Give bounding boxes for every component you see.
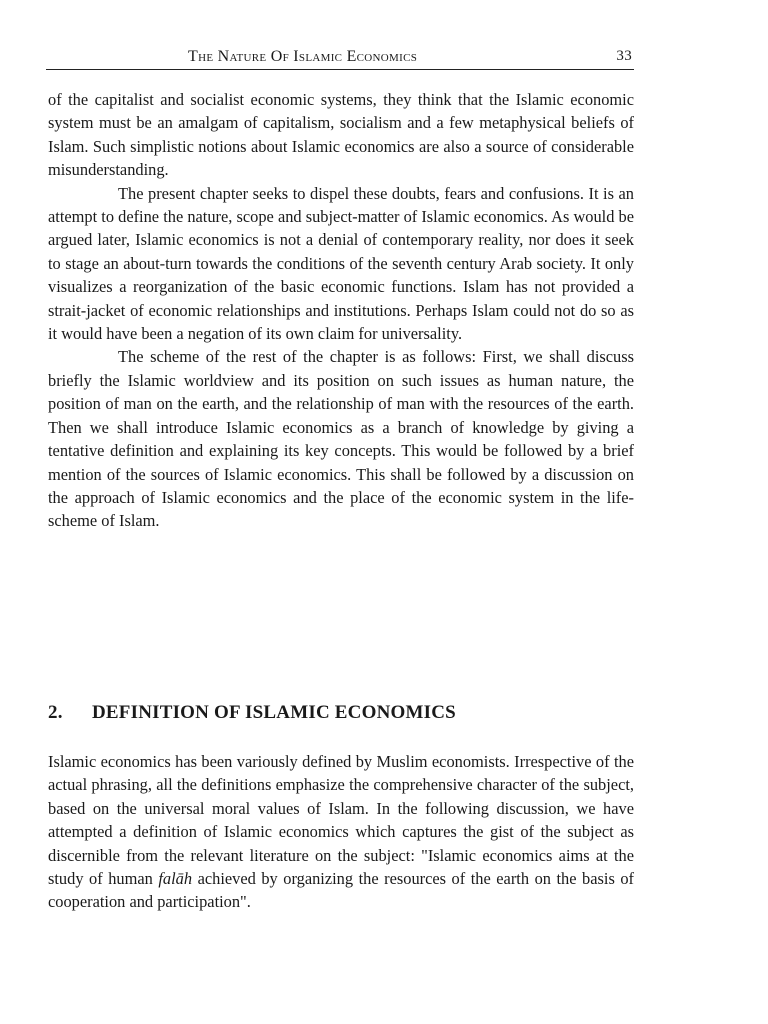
definition-text-end: achieved by organizing the resources of the earth on the basis of cooperation and participation". — [48, 869, 634, 912]
section-title: DEFINITION OF ISLAMIC ECONOMICS — [92, 702, 456, 723]
definition-text-block — [48, 750, 634, 914]
section-heading — [48, 702, 634, 724]
falah-term: falāh — [158, 869, 193, 889]
running-header — [46, 48, 634, 70]
page-number: 33 — [616, 48, 632, 64]
definition-paragraph — [48, 750, 634, 914]
intro-paragraph-2: The present chapter seeks to dispel these doubts, fears and confusions. It is an attempt to define the nature, scope and subject-matter of Islamic economics. As would be argued later, Islamic economics is not a denial of contemporary reality, nor does it seek to stage an about-turn towards the conditions of the seventh century Arab society. It only visualizes a reorganization of the basic economic functions. Islam has not provided a strait-jacket of economic relationships and institutions. Perhaps Islam could not do so as it would have been a negation of its own claim for universality. — [48, 183, 634, 344]
intro-paragraph-1: of the capitalist and socialist economic systems, they think that the Islamic economic system must be an amalgam of capitalism, socialism and a few metaphysical beliefs of Islam. Such simplistic notions about Islamic economics are also a source of considerable misunderstanding. — [48, 90, 634, 180]
header-rule — [46, 69, 634, 70]
intro-paragraph-3: The scheme of the rest of the chapter is as follows: First, we shall discuss briefly the Islamic worldview and its position on such issues as human nature, the position of man on the earth, and the relationship of man with the resources of the earth. Then we shall introduce Islamic economics as a branch of knowledge by giving a tentative definition and explaining its key concepts. This would be followed by a brief mention of the sources of Islamic economics. This shall be followed by a discussion on the approach of Islamic economics and the place of the economic system in the life-scheme of Islam. — [48, 347, 634, 531]
running-title: The Nature Of Islamic Economics — [188, 48, 418, 65]
definition-text-start: Islamic economics has been variously defined by Muslim economists. Irrespective of the actual phrasing, all the definitions emphasize the comprehensive character of the subject, based on the universal moral values of Islam. In the following discussion, we have attempted a definition of Islamic economics which captures the gist of the subject as discernible from the relevant literature on the subject: "Islamic economics aims at the study of human — [48, 752, 634, 889]
intro-text-block — [48, 88, 634, 533]
section-number: 2. — [48, 702, 63, 723]
